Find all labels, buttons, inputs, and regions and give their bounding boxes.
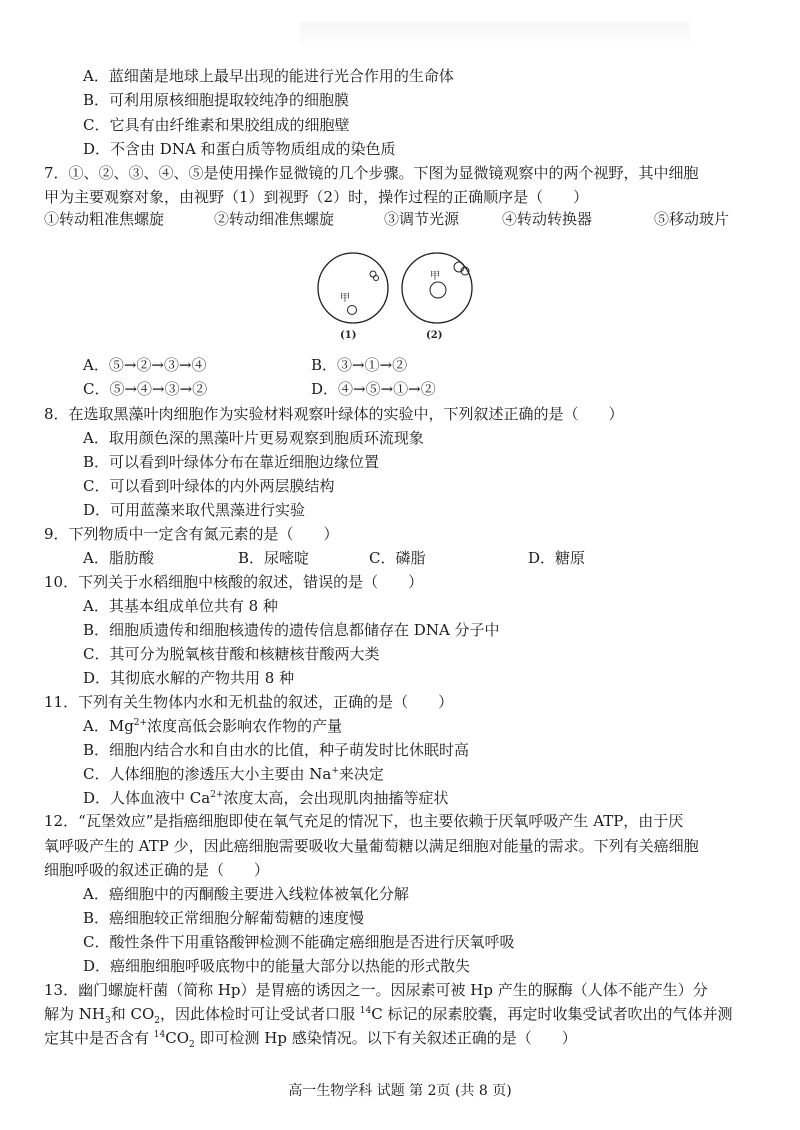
q7-step-1: ①转动粗准焦螺旋: [44, 210, 165, 228]
q6-option-c: C．它具有由纤维素和果胶组成的细胞壁: [83, 116, 350, 134]
q7-steps: [44, 208, 762, 230]
q12-stem-line2: 氧呼吸产生的 ATP 少，因此癌细胞需要吸收大量葡萄糖以满足细胞对能量的需求。下列有关癌细胞: [44, 837, 699, 855]
q11-option-c: C．人体细胞的渗透压大小主要由 Na+来决定: [83, 765, 384, 783]
q7-option-d: D．④→⑤→①→②: [311, 380, 436, 398]
q8-option-a: A．取用颜色深的黑藻叶片更易观察到胞质环流现象: [83, 429, 424, 447]
q7-stem-line1: 7．①、②、③、④、⑤是使用操作显微镜的几个步骤。下图为显微镜观察中的两个视野，其中细胞: [44, 164, 699, 182]
field-1-cell-label: 甲: [340, 293, 350, 304]
q12-option-c: C．酸性条件下用重铬酸钾检测不能确定癌细胞是否进行厌氧呼吸: [83, 933, 515, 951]
q7-option-c: C．⑤→④→③→②: [83, 380, 208, 398]
q9-option-b: B．尿嘧啶: [238, 549, 310, 567]
q8-option-c: C．可以看到叶绿体的内外两层膜结构: [83, 477, 335, 495]
q9-stem: 9．下列物质中一定含有氮元素的是（ ）: [44, 525, 339, 543]
field-2-small-cell: [454, 262, 464, 272]
q12-stem-line3: 细胞呼吸的叙述正确的是（ ）: [44, 861, 270, 879]
q11-stem: 11．下列有关生物体内水和无机盐的叙述，正确的是（ ）: [44, 693, 454, 711]
q13-stem-line1: 13．幽门螺旋杆菌（简称 Hp）是胃癌的诱因之一。因尿素可被 Hp 产生的脲酶（人体不能产生）分: [44, 981, 708, 999]
q10-stem: 10．下列关于水稻细胞中核酸的叙述，错误的是（ ）: [44, 573, 424, 591]
q7-option-a: A．⑤→②→③→④: [83, 356, 207, 374]
q9-option-c: C．磷脂: [369, 549, 426, 567]
q12-option-a: A．癌细胞中的丙酮酸主要进入线粒体被氧化分解: [83, 885, 409, 903]
q7-stem-line2: 甲为主要观察对象，由视野（1）到视野（2）时，操作过程的正确顺序是（ ）: [44, 188, 589, 206]
q10-option-a: A．其基本组成单位共有 8 种: [83, 597, 278, 615]
q13-stem-line2: 解为 $NH_3$和 $CO_2$，因此体检时可让受试者口服 $^{14}$C 标记的尿素胶囊，再定时收集受试者吹出的气体并测: [44, 1005, 733, 1026]
field-1-small-cell: [374, 276, 379, 281]
q9-option-d: D．糖原: [528, 549, 586, 567]
page-footer: 高一生物学科 试题 第 2页 (共 8 页): [288, 1083, 512, 1099]
q7-step-2: ②转动细准焦螺旋: [214, 210, 335, 228]
q6-option-a: A．蓝细菌是地球上最早出现的能进行光合作用的生命体: [83, 67, 454, 85]
q11-option-b: B．细胞内结合水和自由水的比值，种子萌发时比休眠时高: [83, 741, 470, 759]
q10-option-b: B．细胞质遗传和细胞核遗传的遗传信息都储存在 DNA 分子中: [83, 621, 500, 639]
q6-option-d: D．不含由 DNA 和蛋白质等物质组成的染色质: [83, 140, 396, 158]
q11-option-d: D．人体血液中 $Ca^{2+}$浓度太高，会出现肌肉抽搐等症状: [83, 789, 449, 807]
scan-smudge: [300, 22, 690, 48]
q7-step-4: ④转动转换器: [502, 210, 593, 228]
q13-stem-line3: 定其中是否含有 $^{14}CO_2$ 即可检测 Hp 感染情况。以下有关叙述正确的是（ ）: [44, 1029, 577, 1050]
q7-step-3: ③调节光源: [384, 210, 460, 228]
field-2-label: (2): [426, 330, 443, 341]
q12-stem-line1: 12．“瓦堡效应”是指癌细胞即使在氧气充足的情况下，也主要依赖于厌氧呼吸产生 ATP，由于厌: [44, 812, 684, 830]
q12-option-b: B．癌细胞较正常细胞分解葡萄糖的速度慢: [83, 909, 365, 927]
field-1-label: (1): [340, 330, 357, 341]
field-2-cell-label: 甲: [430, 271, 440, 282]
q10-option-c: C．其可分为脱氧核苷酸和核糖核苷酸两大类: [83, 645, 380, 663]
q7-option-b: B．③→①→②: [311, 356, 408, 374]
q8-option-b: B．可以看到叶绿体分布在靠近细胞边缘位置: [83, 453, 380, 471]
field-1-cell-jia: [348, 306, 357, 315]
q12-option-d: D．癌细胞细胞呼吸底物中的能量大部分以热能的形式散失: [83, 957, 471, 975]
q8-option-d: D．可用蓝藻来取代黑藻进行实验: [83, 501, 306, 519]
q10-option-d: D．其彻底水解的产物共用 8 种: [83, 669, 295, 687]
q8-stem: 8．在选取黑藻叶肉细胞作为实验材料观察叶绿体的实验中，下列叙述正确的是（ ）: [44, 405, 624, 423]
microscope-fields-diagram: [316, 250, 486, 342]
q7-step-5: ⑤移动玻片: [654, 210, 730, 228]
field-1-circle: [318, 253, 388, 323]
q9-option-a: A．脂肪酸: [83, 549, 154, 567]
q11-option-a: A．$Mg^{2+}$浓度高低会影响农作物的产量: [83, 717, 343, 735]
q6-option-b: B．可利用原核细胞提取较纯净的细胞膜: [83, 91, 350, 109]
field-2-circle: [402, 253, 472, 323]
field-2-cell-jia: [430, 282, 446, 298]
